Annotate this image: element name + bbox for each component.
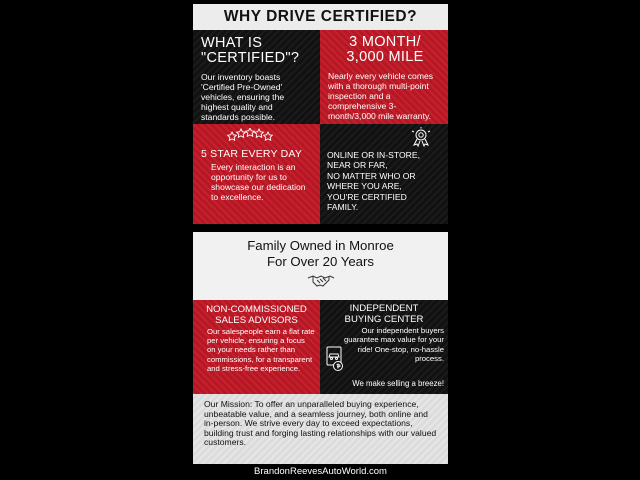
online-line1: ONLINE OR IN-STORE, (327, 150, 420, 160)
five-star-panel (193, 124, 320, 224)
buying-center-title-line1: INDEPENDENT (349, 303, 419, 314)
award-ribbon-icon (410, 127, 432, 147)
what-is-body: Our inventory boasts 'Certified Pre-Owned' vehicles, ensuring the highest quality and standards possible. (201, 72, 285, 122)
five-star-title: 5 STAR EVERY DAY (201, 148, 303, 160)
online-line2: NEAR OR FAR, (327, 160, 388, 170)
header-bar (193, 4, 448, 30)
family-owned-banner (193, 232, 448, 300)
car-sale-document-icon (326, 346, 344, 372)
page-title: WHY DRIVE CERTIFIED? (223, 8, 418, 25)
five-star-body: Every interaction is an opportunity for us to showcase our dedication to excellence. (211, 162, 306, 202)
five-stars-icon (227, 128, 273, 144)
online-line3: NO MATTER WHO OR (327, 171, 416, 181)
online-instore-panel (320, 124, 448, 224)
non-commissioned-panel (193, 300, 320, 394)
online-line5: YOU'RE CERTIFIED (327, 192, 407, 202)
non-commissioned-title-line2: SALES ADVISORS (215, 314, 298, 326)
warranty-panel (320, 30, 448, 124)
online-line6: FAMILY. (327, 202, 359, 212)
handshake-icon (307, 274, 335, 288)
what-is-title-line1: WHAT IS (201, 35, 263, 51)
website-link[interactable]: BrandonReevesAutoWorld.com (254, 466, 387, 477)
warranty-body: Nearly every vehicle comes with a thorough multi-point inspection and a comprehensive 3-month/3,000 mile warranty. (328, 71, 434, 121)
buying-center-tagline: We make selling a breeze! (352, 379, 444, 388)
mission-text: Our Mission: To offer an unparalleled buying experience, unbeatable value, and a seamless journey, both online and in-person. We strive every day to exceed expectations, building trust and forging lasting relationships with our valued customers. (204, 399, 437, 448)
infographic (193, 0, 448, 480)
warranty-title-line1: 3 MONTH/ (349, 34, 421, 50)
warranty-title-line2: 3,000 MILE (346, 49, 424, 65)
buying-center-title-line2: BUYING CENTER (344, 313, 424, 325)
non-commissioned-title-line1: NON-COMMISSIONED (206, 304, 307, 315)
what-is-certified-panel (193, 30, 320, 124)
mission-statement (193, 394, 448, 464)
banner-line2: For Over 20 Years (266, 253, 375, 269)
what-is-title-line2: "CERTIFIED"? (201, 50, 300, 66)
buying-center-panel (320, 300, 448, 394)
online-line4: WHERE YOU ARE, (327, 181, 402, 191)
banner-line1: Family Owned in Monroe (247, 238, 394, 253)
non-commissioned-body: Our salespeople earn a flat rate per vehicle, ensuring a focus on your needs rather than commissions, for a transparent and stress-free experience. (207, 327, 315, 373)
buying-center-body: Our independent buyers guarantee max value for your ride! One-stop, no-hassle process. (344, 326, 444, 363)
